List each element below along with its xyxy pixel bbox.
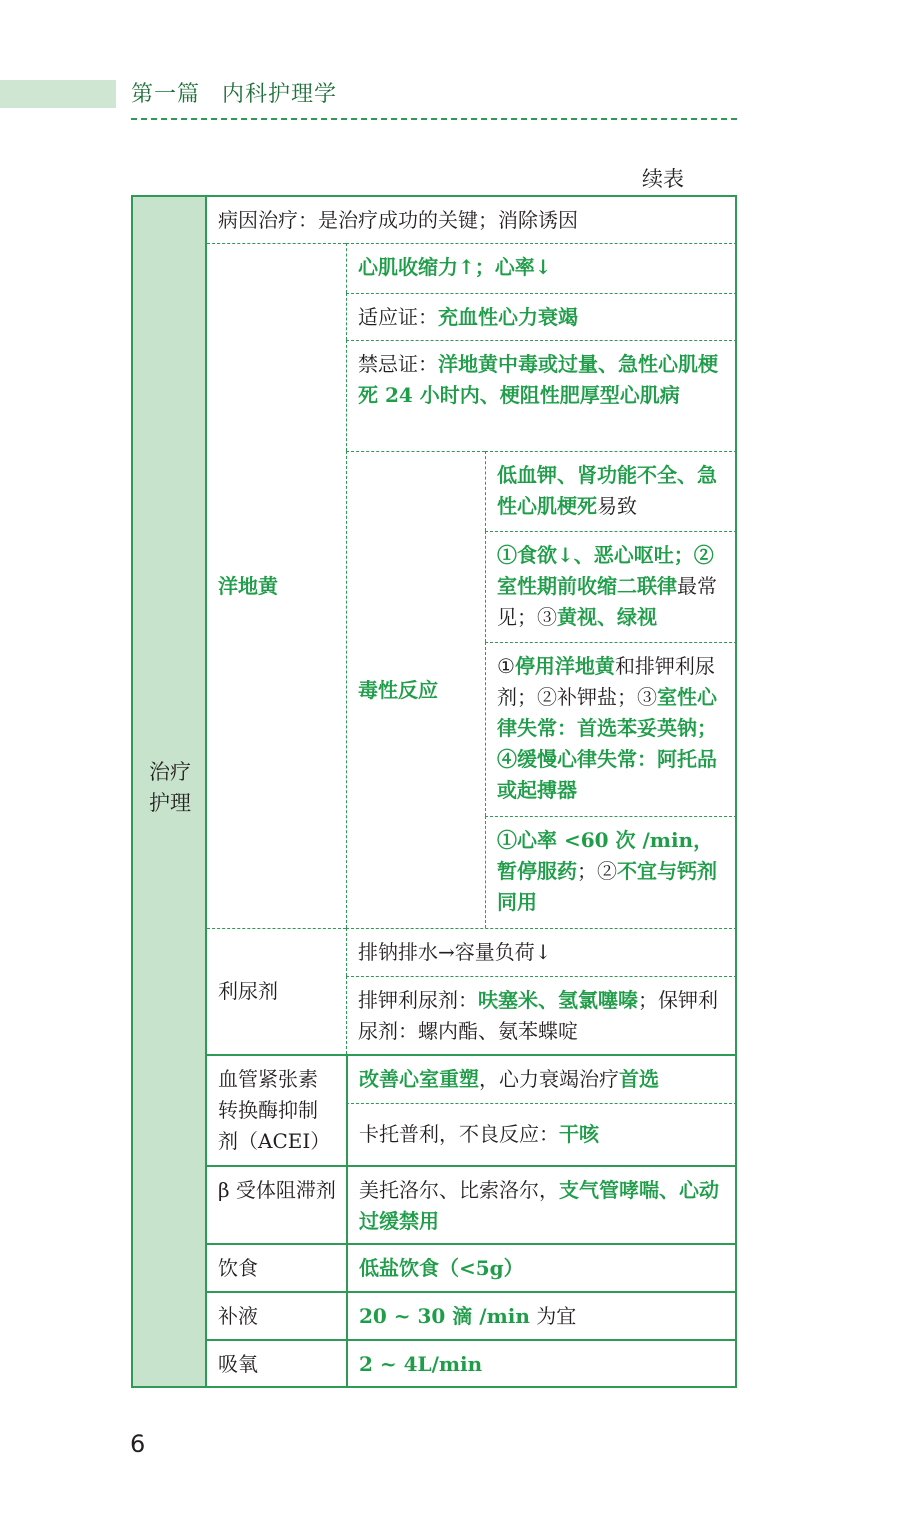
header-divider — [131, 118, 737, 120]
cause-treatment-cell: 病因治疗：是治疗成功的关键；消除诱因 — [218, 208, 578, 232]
toxic-risk-factors: 低血钾、肾功能不全、急性心肌梗死易致 — [485, 451, 737, 531]
fluid-label: 补液 — [207, 1291, 346, 1339]
acei-adverse: 卡托普利，不良反应： 干咳 — [346, 1103, 737, 1165]
acei-effect: 改善心室重塑，心力衰竭治疗首选 — [346, 1054, 737, 1103]
side-header-label: 治疗 护理 — [149, 760, 191, 815]
beta-blocker-label: β 受体阻滞剂 — [207, 1165, 346, 1243]
toxic-management: ①停用洋地黄和排钾利尿剂；②补钾盐；③室性心律失常：首选苯妥英钠；④缓慢心律失常：阿托品或起搏器 — [485, 642, 737, 816]
toxic-manifestations: ①食欲↓、恶心呕吐；②室性期前收缩二联律最常见；③黄视、绿视 — [485, 531, 737, 642]
digitalis-contraindication: 禁忌证：洋地黄中毒或过量、急性心肌梗死 24 小时内、梗阻性肥厚型心肌病 — [346, 340, 737, 451]
treatment-table — [131, 195, 737, 1388]
chapter-title: 内科护理学 — [222, 82, 338, 107]
beta-blocker-detail: 美托洛尔、比索洛尔，支气管哮喘、心动过缓禁用 — [346, 1165, 737, 1243]
digitalis-effect: 心肌收缩力↑；心率↓ — [346, 243, 737, 293]
diuretic-label: 利尿剂 — [207, 928, 346, 1054]
continued-label: 续表 — [642, 167, 684, 191]
oxygen-label: 吸氧 — [207, 1339, 346, 1386]
digitalis-label: 洋地黄 — [207, 243, 346, 928]
diet-label: 饮食 — [207, 1243, 346, 1291]
fluid-value: 20 ~ 30 滴 /min 为宜 — [346, 1291, 737, 1339]
diuretic-types: 排钾利尿剂：呋塞米、氢氯噻嗪；保钾利尿剂：螺内酯、氨苯蝶啶 — [346, 976, 737, 1054]
header-band — [0, 80, 116, 108]
diet-value: 低盐饮食（<5g） — [346, 1243, 737, 1291]
digitalis-indication: 适应证：充血性心力衰竭 — [346, 293, 737, 340]
side-header-column — [133, 197, 207, 1386]
page-number: 6 — [130, 1430, 146, 1458]
running-header — [131, 80, 337, 110]
part-label: 第一篇 — [131, 82, 201, 107]
toxic-reaction-label: 毒性反应 — [346, 451, 485, 928]
toxic-precautions: ①心率 <60 次 /min，暂停服药；②不宜与钙剂同用 — [485, 816, 737, 928]
oxygen-value: 2 ~ 4L/min — [346, 1339, 737, 1386]
acei-label: 血管紧张素转换酶抑制剂（ACEI） — [207, 1054, 346, 1165]
diuretic-mechanism: 排钠排水→容量负荷↓ — [346, 928, 737, 976]
